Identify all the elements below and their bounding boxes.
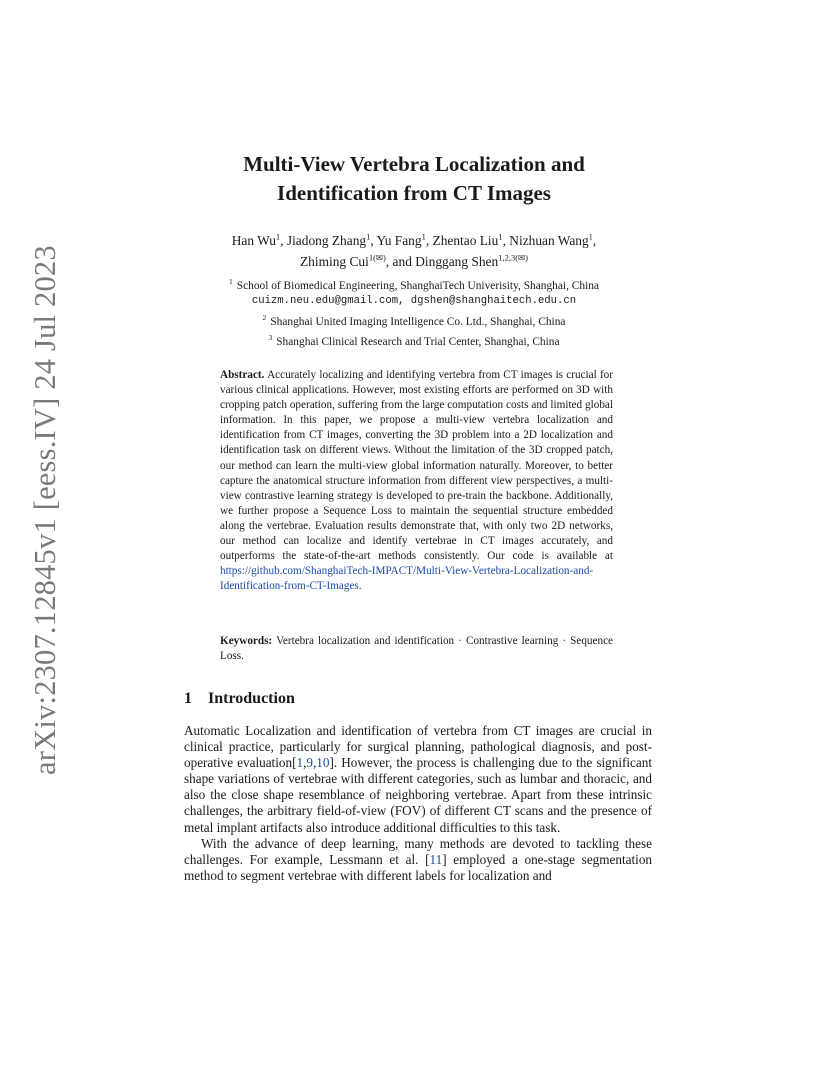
citation-link[interactable]: 9: [306, 755, 313, 771]
arxiv-identifier-stamp: arXiv:2307.12845v1 [eess.IV] 24 Jul 2023: [28, 245, 62, 775]
introduction-body: [184, 723, 652, 884]
abstract-label: Abstract.: [220, 369, 265, 381]
author: Zhentao Liu$^1$,: [432, 232, 510, 249]
citation-link[interactable]: 10: [316, 755, 330, 771]
affiliation-2: $^2$ Shanghai United Imaging Intelligence Co. Ltd., Shanghai, China: [262, 312, 566, 328]
affiliation-3: $^3$ Shanghai Clinical Research and Trial Center, Shanghai, China: [268, 333, 560, 348]
section-heading: [184, 689, 295, 709]
author: Jiadong Zhang$^1$,: [286, 232, 377, 249]
code-repository-link[interactable]: https://github.com/ShanghaiTech-IMPACT/Multi-View-Vertebra-Localization-and-Identification-from-CT-Images: [220, 565, 594, 593]
abstract-text: Accurately localizing and identifying vertebra from CT images is crucial for various clinical applications. However, most existing efforts are performed on 3D with cropping patch operation, suffering from the large computation costs and limited global information. In this paper, we propose a multi-view vertebra localization and identification from CT images, converting the 3D problem into a 2D localization and identification task on different views. Without the limitation of the 3D cropped patch, our method can learn the multi-view global information naturally. Moreover, to better capture the anatomical structure information from different view perspectives, a multi-view contrastive learning strategy is developed to pre-train the backbone. Additionally, we further propose a Sequence Loss to maintain the sequential structure embedded along the vertebrae. Evaluation results demonstrate that, with only two 2D networks, our method can localize and identify vertebrae in CT images accurately, and outperforms the state-of-the-art methods consistently. Our code is available at: [220, 369, 613, 563]
citation-link[interactable]: 1: [296, 755, 304, 771]
keywords-label: Keywords:: [220, 635, 273, 647]
affiliations: [150, 274, 678, 350]
keywords-text: Vertebra localization and identification · Contrastive learning · Sequence Loss.: [220, 635, 613, 663]
citation-link[interactable]: 11: [429, 851, 443, 867]
author: Dinggang Shen$^{1,2,3(✉)}$: [415, 252, 528, 269]
paper-title: [120, 150, 708, 208]
contact-emails: cuizm.neu.edu@gmail.com, dgshen@shanghaitech.edu.cn: [251, 295, 577, 308]
author: Zhiming Cui$^{1(✉)}$, and: [299, 252, 416, 269]
author-list: [140, 229, 688, 270]
author: Han Wu$^1$,: [231, 232, 287, 249]
author: Nizhuan Wang$^1$,: [509, 232, 597, 249]
paragraph: Automatic Localization and identification of vertebra from CT images are crucial in clinical practice, particularly for surgical planning, pathological diagnosis, and post-operative evaluation[1,9,10]. However, the process is challenging due to the significant shape variations of vertebrae with different categories, such as lumbar and thoracic, and also the close shape resemblance of neighboring vertebrae. Apart from these intrinsic challenges, the arbitrary field-of-view (FOV) of different CT scans and the presence of metal implant artifacts also introduce additional difficulties to this task.: [184, 723, 652, 835]
title-line-2: Identification from CT Images: [277, 181, 551, 205]
section-title: Introduction: [208, 690, 295, 707]
author: Yu Fang$^1$,: [376, 232, 433, 249]
keywords: [220, 634, 613, 664]
section-number: 1: [184, 690, 192, 707]
paragraph: With the advance of deep learning, many methods are devoted to tackling these challenges. For example, Lessmann et al. [11] employed a one-stage segmentation method to segment vertebrae with different labels for localization and: [184, 835, 653, 883]
affiliation-1: $^1$ School of Biomedical Engineering, ShanghaiTech Univerisity, Shanghai, China: [228, 277, 599, 292]
abstract: Abstract. Accurately localizing and identifying vertebra from CT images is crucial for various clinical applications. However, most existing efforts are performed on 3D with cropping patch operation, suffering from the large computation costs and limited global information. In this paper, we propose a multi-view vertebra localization and identification from CT images, converting the 3D problem into a 2D localization and identification task on different views. Without the limitation of the 3D cropped patch, our method can learn the multi-view global information naturally. Moreover, to better capture the anatomical structure information from different view perspectives, a multi-view contrastive learning strategy is developed to pre-train the backbone. Additionally, we further propose a Sequence Loss to maintain the sequential structure embedded along the vertebrae. Evaluation results demonstrate that, with only two 2D networks, our method can localize and identify vertebrae in CT images accurately, and outperforms the state-of-the-art methods consistently. Our code is available at https://github.com/ShanghaiTech-IMPACT/Multi-View-Vertebra-Localization-and-Identification-from-CT-Images.: [220, 369, 613, 593]
title-line-1: Multi-View Vertebra Localization and: [243, 152, 585, 176]
